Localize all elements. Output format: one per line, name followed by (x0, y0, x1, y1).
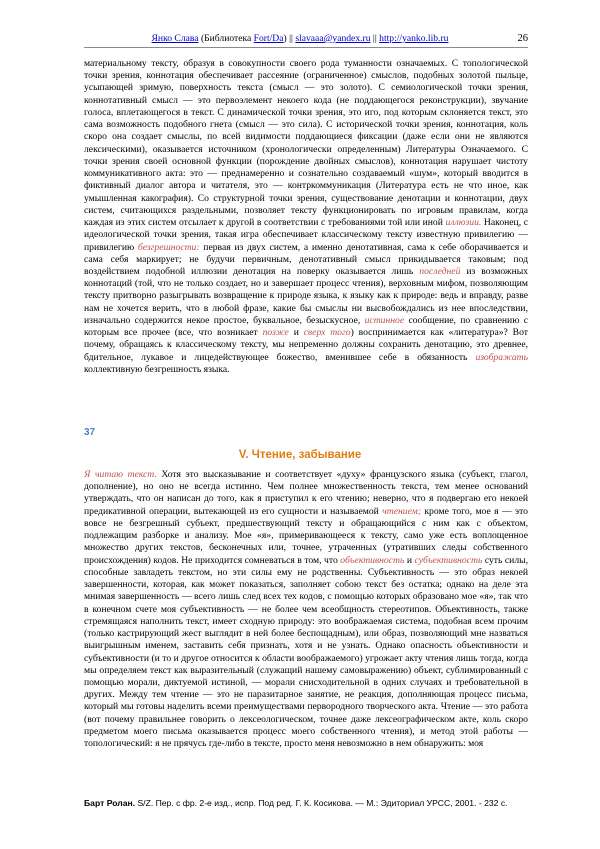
highlight-term: Я читаю текст. (84, 469, 157, 480)
text-run: и (288, 327, 304, 339)
highlight-term: истинное (364, 314, 405, 326)
library-link[interactable]: Fort/Da (253, 33, 284, 44)
section-number: 37 (84, 427, 96, 438)
body-paragraph-2 (84, 469, 528, 750)
page-header (0, 33, 600, 45)
text-run: ) воспринимается как «литература»? Вот почему, обращаясь к классическому тексту, мы непременно должны сохранить денотацию, это древнее, бдительное, лукавое и лицедействующее божество, вменившее себе в обязанность (84, 327, 528, 363)
highlight-term: субъективность (414, 554, 483, 566)
text-run: Хотя это высказывание и соответствует «духу» французского языка (субъект, глагол, дополнение), но оно не всегда истинно. Чем полнее множественность текста, тем менее оснований утверждать, что он написан до того, как я приступил к его чтению; неверно, что я подвергаю его некоей предикативной операции, вытекающей из его сущности и называемой (84, 469, 528, 517)
email-link[interactable]: slavaaa@yandex.ru (295, 33, 371, 44)
text-run: и (404, 554, 415, 566)
site-link[interactable]: http://yanko.lib.ru (379, 33, 449, 44)
text-run: из возможных коннотаций (той, что не только создает, но и завершает процесс чтения), верховным мифом, позволяющим тексту притворно разыгрывать возвращение к природе языка, к языку как к природе: ведь и вправду, разве нам не хочется верить, что в любой фразе, какие бы смыслы ни высвобождались из нее впоследствии, изначально содержится некое простое, буквальное, безыскусное, (84, 265, 529, 326)
highlight-term: иллюзии. (445, 217, 482, 229)
footer-author: Барт Ролан. (84, 798, 136, 808)
section-title: V. Чтение, забывание (238, 449, 362, 461)
highlight-term: объективность (340, 554, 405, 566)
highlight-term: последней (419, 265, 461, 277)
text-run: суть силы, способные завладеть текстом, но эти силы ему не родственны. Субъективность — это образ некоей завершенности, которая, как может показаться, заполняет собою текст без остатка; однако на деле эта мнимая завершенность — всего лишь след всех тех кодов, с помощью которых образовано мое «я», так что в конечном счете моя субъективность — не более чем всеобщность стереотипов. Объективность, также стремящаяся наполнить текст, имеет сходную природу: это воображаемая система, подобная всем прочим (только кастрирующий жест выглядит в ней более беспощадным), или образ, позволяющий мне назваться выигрышным именем, заставить себя признать, хотя и не узнать. Однако опасность объективности и субъективности (и то и другое относится к области воображаемого) угрожает акту чтения лишь тогда, когда мы определяем текст как выразительный (служащий нашему самовыражению) объект, сублимированный с помощью морали, диктуемой истиной, — морали снисходительной в одних случаях и требовательной в других. Между тем чтение — это не паразитарное занятие, не реакция, дополняющая процесс письма, который мы готовы наделить всеми преимуществами первородного творческого акта. Чтение — это работа (вот почему правильнее говорить о лексеологическом, точнее даже лексеографическом акте, коль скоро предметом моего письма оказывается процесс моего собственного чтения), и метод этой работы — топологический: я не прячусь где-либо в тексте, просто меня невозможно в нем обнаружить: моя (84, 554, 528, 750)
text-run: Наконец, с идеологической точки зрения, такая игра обеспечивает классическому тексту известную привилегию — привилегию (84, 217, 528, 253)
highlight-term: безгрешности: (137, 241, 200, 253)
page-number: 26 (517, 33, 528, 44)
text-run: первая из двух систем, а именно денотативная, сама к себе оборачивается и сама себя маркирует; не будучи первичным, денотативный смысл прикидывается таковым; под воздействием подобной иллюзии денотация на поверку оказывается лишь (84, 241, 528, 277)
highlight-term: изображать (475, 351, 528, 363)
text-run: сообщение, по сравнению с которым все прочее (все, что возникает (84, 314, 529, 339)
author-link[interactable]: Янко Слава (151, 33, 199, 44)
library-label: (Библиотека (198, 33, 254, 44)
text-run: кроме того, мое я — это вовсе не безгрешный субъект, предшествующий тексту и обращающийся с ним как с объектом, подлежащим разборке и анализу. Мое «я», примеривающееся к тексту, само уже есть воплощенное множество других текстов, бесконечных или, точнее, утраченных (утративших следы собственного происхождения) кодов. Не приходится сомневаться в том, что (84, 505, 528, 566)
footer-text: S/Z. Пер. с фр. 2-е изд., испр. Под ред. Г. К. Косикова. — М.: Эдиториал УРСС, 2001. - 232 с. (135, 798, 508, 808)
highlight-term: чтением; (382, 505, 421, 517)
footer-citation (84, 798, 528, 808)
header-divider (84, 47, 528, 48)
highlight-term: позже (262, 327, 289, 339)
body-paragraph-1 (84, 58, 528, 376)
separator: || (370, 33, 380, 44)
highlight-term: сверх того (303, 327, 351, 339)
text-run: коллективную безгрешность языка. (84, 363, 230, 375)
separator: ) || (283, 33, 296, 44)
text-run: материальному тексту, образуя в совокупности своего рода туманности означаемых. С топологической точки зрения, коннотация обеспечивает рассеяние (ограниченное) смыслов, подобных золотой пыльце, усыпающей зримую, поверхность текста (смысл — это золото). С семиологической точки зрения, коннотативный смысл — это первоэлемент некоего кода (не поддающегося реконструкции), звучание голоса, вплетающегося в текст. С динамической точки зрения, это иго, под которым склоняется текст, это сама возможность подобного гнета (смысл — это сила). С исторической точки зрения, коннотация, коль скоро она создает смыслы, по всей видимости поддающиеся фиксации (даже если они не являются лексическими), оказывается источником (хронологически определенным) Литературы Означаемого. С точки зрения своей основной функции (порождение двойных смыслов), коннотация нарушает чистоту коммуникативного акта: это — преднамеренно и сознательно создаваемый «шум», который вводится в фиктивный диалог автора и читателя, это — контркоммуникация (Литература есть не что иное, как умышленная какография). Со структурной точки зрения, существование денотации и коннотации, двух систем, считающихся раздельными, позволяет тексту функционировать по игровым правилам, когда каждая из этих систем отсылает к другой в соответствии с требованиями той или иной (84, 58, 528, 229)
